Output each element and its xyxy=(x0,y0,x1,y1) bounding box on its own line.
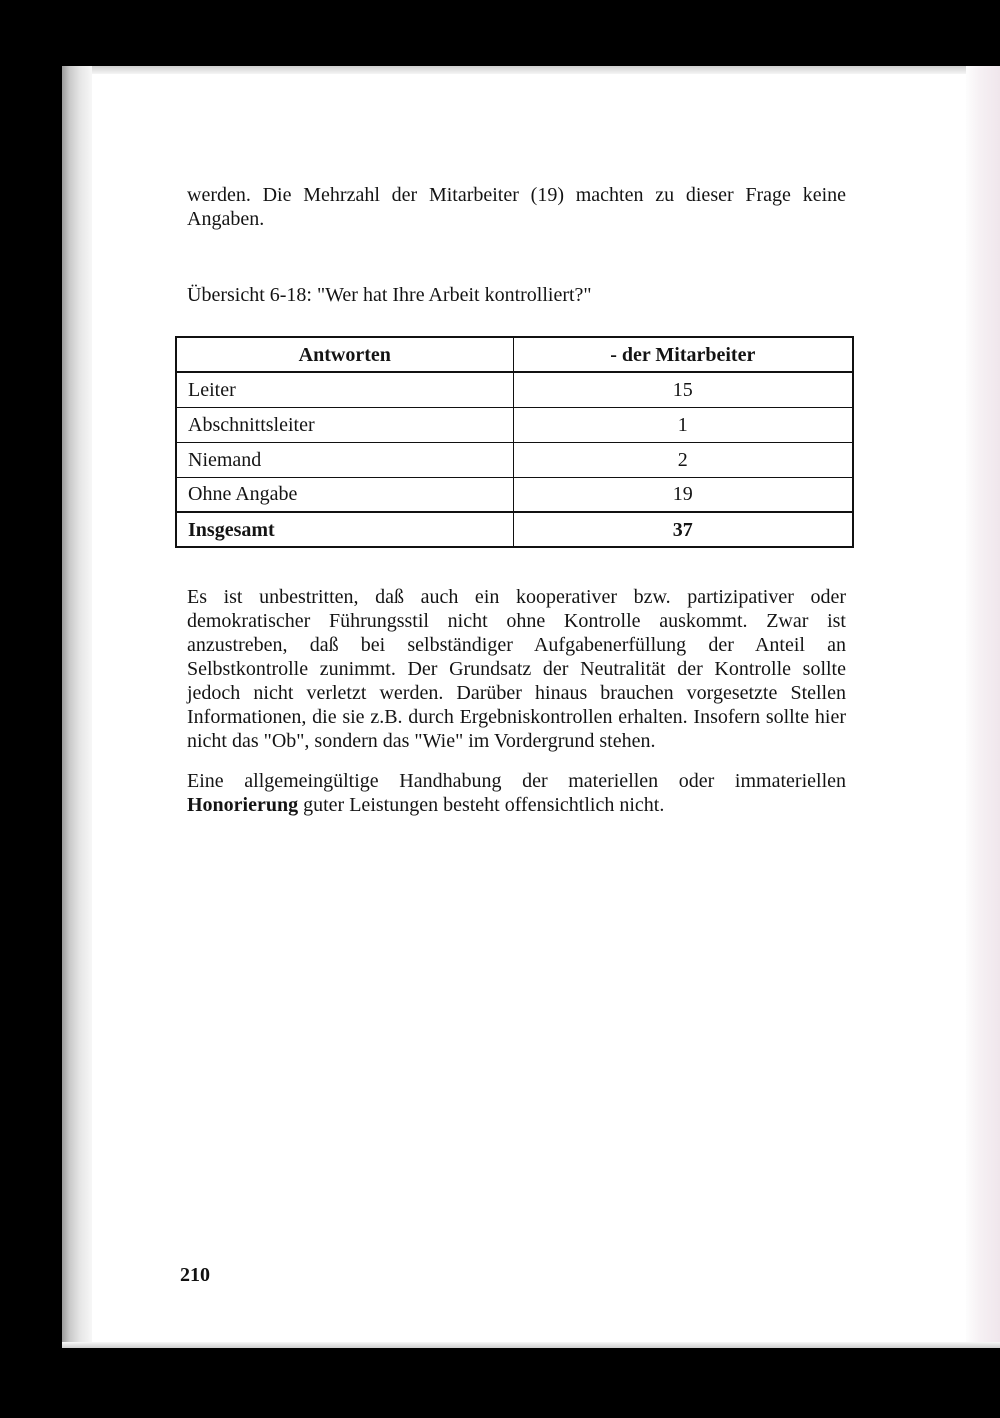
paragraph-honoring-end: guter Leistungen besteht offensichtlich nicht. xyxy=(298,794,665,816)
table-row xyxy=(176,477,853,512)
page-top-edge xyxy=(62,66,1000,74)
row-value: 19 xyxy=(513,477,853,512)
page-content xyxy=(187,183,846,817)
row-value: 2 xyxy=(513,442,853,477)
table-total-row xyxy=(176,512,853,547)
page-right-edge xyxy=(966,66,1000,1348)
paragraph-honoring-start: Eine allgemeingültige Handhabung der materiellen oder immateriellen xyxy=(187,770,846,792)
paragraph-honoring xyxy=(187,769,846,817)
page-binding-edge xyxy=(62,66,92,1348)
paragraph-control: Es ist unbestritten, daß auch ein kooperativer bzw. partizipativer oder demokratischer Führungsstil nicht ohne Kontrolle auskommt. Zwar ist anzustreben, daß bei selbständiger Aufgabenerfüllung der Anteil an Selbstkontrolle zunimmt. Der Grundsatz der Neutralität der Kontrolle sollte jedoch nicht verletzt werden. Darüber hinaus brauchen vorgesetzte Stellen Informationen, die sie z.B. durch Ergebniskontrollen erhalten. Insofern sollte hier nicht das "Ob", sondern das "Wie" im Vordergrund stehen. xyxy=(187,586,846,752)
honoring-keyword: Honorierung xyxy=(187,794,299,816)
total-label: Insgesamt xyxy=(176,512,513,547)
row-value: 1 xyxy=(513,407,853,442)
table-row xyxy=(176,407,853,442)
total-value: 37 xyxy=(513,512,853,547)
intro-paragraph: werden. Die Mehrzahl der Mitarbeiter (19) machten zu dieser Frage keine Angaben. xyxy=(187,184,846,230)
table-row xyxy=(176,442,853,477)
table-caption: Übersicht 6-18: "Wer hat Ihre Arbeit kontrolliert?" xyxy=(187,284,592,306)
page-bottom-edge xyxy=(62,1342,1000,1348)
row-label: Ohne Angabe xyxy=(176,477,513,512)
row-value: 15 xyxy=(513,372,853,407)
row-label: Niemand xyxy=(176,442,513,477)
header-answers: Antworten xyxy=(176,337,513,372)
results-table xyxy=(175,336,854,548)
row-label: Leiter xyxy=(176,372,513,407)
table-row xyxy=(176,372,853,407)
page-number: 210 xyxy=(180,1264,210,1286)
table-header-row xyxy=(176,337,853,372)
row-label: Abschnittsleiter xyxy=(176,407,513,442)
header-employees: - der Mitarbeiter xyxy=(513,337,853,372)
